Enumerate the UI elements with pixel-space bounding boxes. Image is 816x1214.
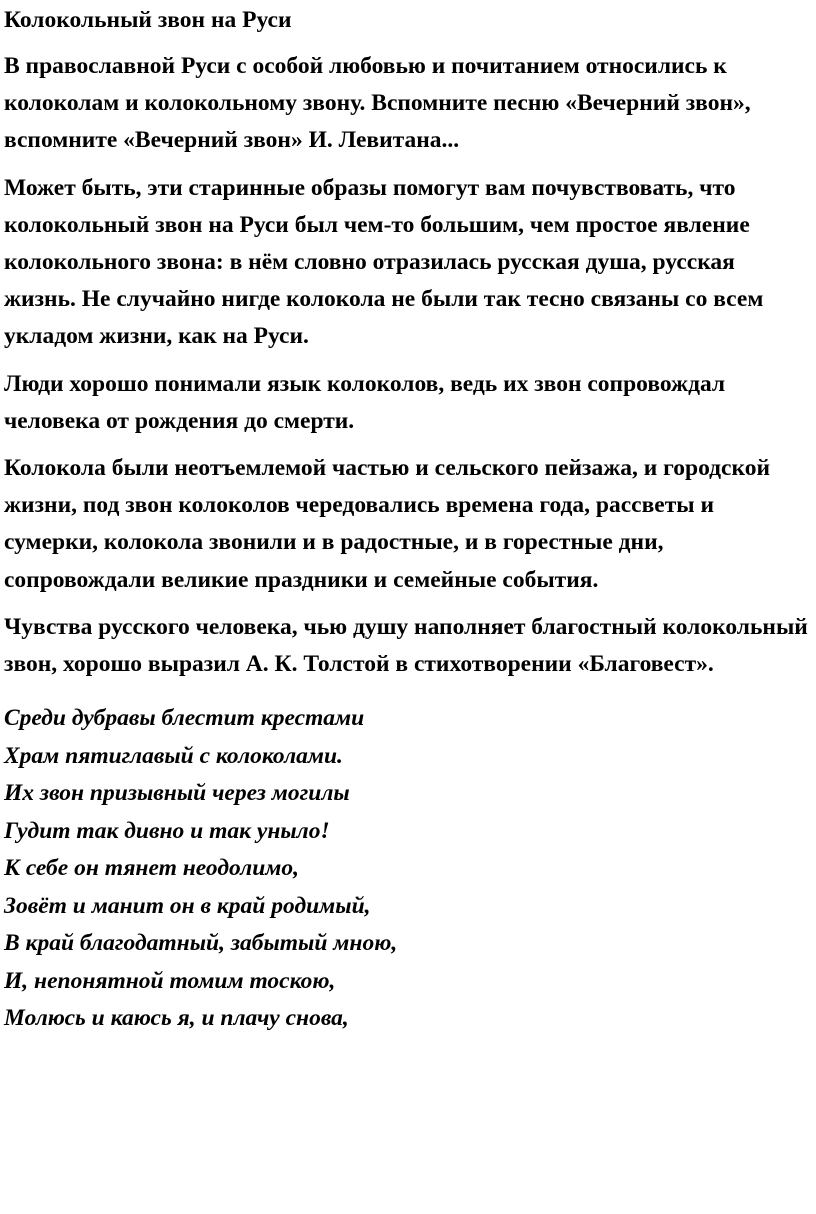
poem-line-5: К себе он тянет неодолимо, — [4, 855, 300, 882]
poem-line-4: Гудит так дивно и так уныло! — [4, 817, 330, 844]
poem-line-9: Молюсь и каюсь я, и плачу снова, — [4, 1005, 349, 1032]
document-title: Колокольный звон на Руси — [4, 7, 292, 33]
paragraph-2: Может быть, эти старинные образы помогут вам почувствовать, что колокольный звон на Руси был чем-то большим, чем простое явление колокольного звона: в нём словно отразилась русская душа, русская жизнь. Не случайно нигде колокола не были так тесно связаны со всем укладом жизни, как на Руси. — [4, 174, 764, 350]
poem-line-3: Их звон призывный через могилы — [4, 780, 350, 807]
paragraph-1: В православной Руси с особой любовью и почитанием относились к колоколам и колокольному звону. Вспомните песню «Вечерний звон», вспомните «Вечерний звон» И. Левитана... — [4, 53, 751, 154]
paragraph-4: Колокола были неотъемлемой частью и сельского пейзажа, и городской жизни, под звон колоколов чередовались времена года, рассветы и сумерки, колокола звонили и в радостные, и в горестные дни, сопровождали великие праздники и семейные события. — [4, 455, 770, 593]
document-page — [4, 0, 812, 1038]
poem-line-8: И, непонятной томим тоскою, — [4, 967, 336, 994]
poem-line-6: Зовёт и манит он в край родимый, — [4, 892, 371, 919]
poem-block — [4, 700, 812, 1038]
poem-line-1: Среди дубравы блестит крестами — [4, 705, 365, 732]
paragraph-3: Люди хорошо понимали язык колоколов, ведь их звон сопровождал человека от рождения до смерти. — [4, 370, 726, 434]
poem-line-2: Храм пятиглавый с колоколами. — [4, 742, 343, 769]
poem-line-7: В край благодатный, забытый мною, — [4, 930, 398, 957]
paragraph-5: Чувства русского человека, чью душу наполняет благостный колокольный звон, хорошо выразил А. К. Толстой в стихотворении «Благовест». — [4, 613, 808, 678]
